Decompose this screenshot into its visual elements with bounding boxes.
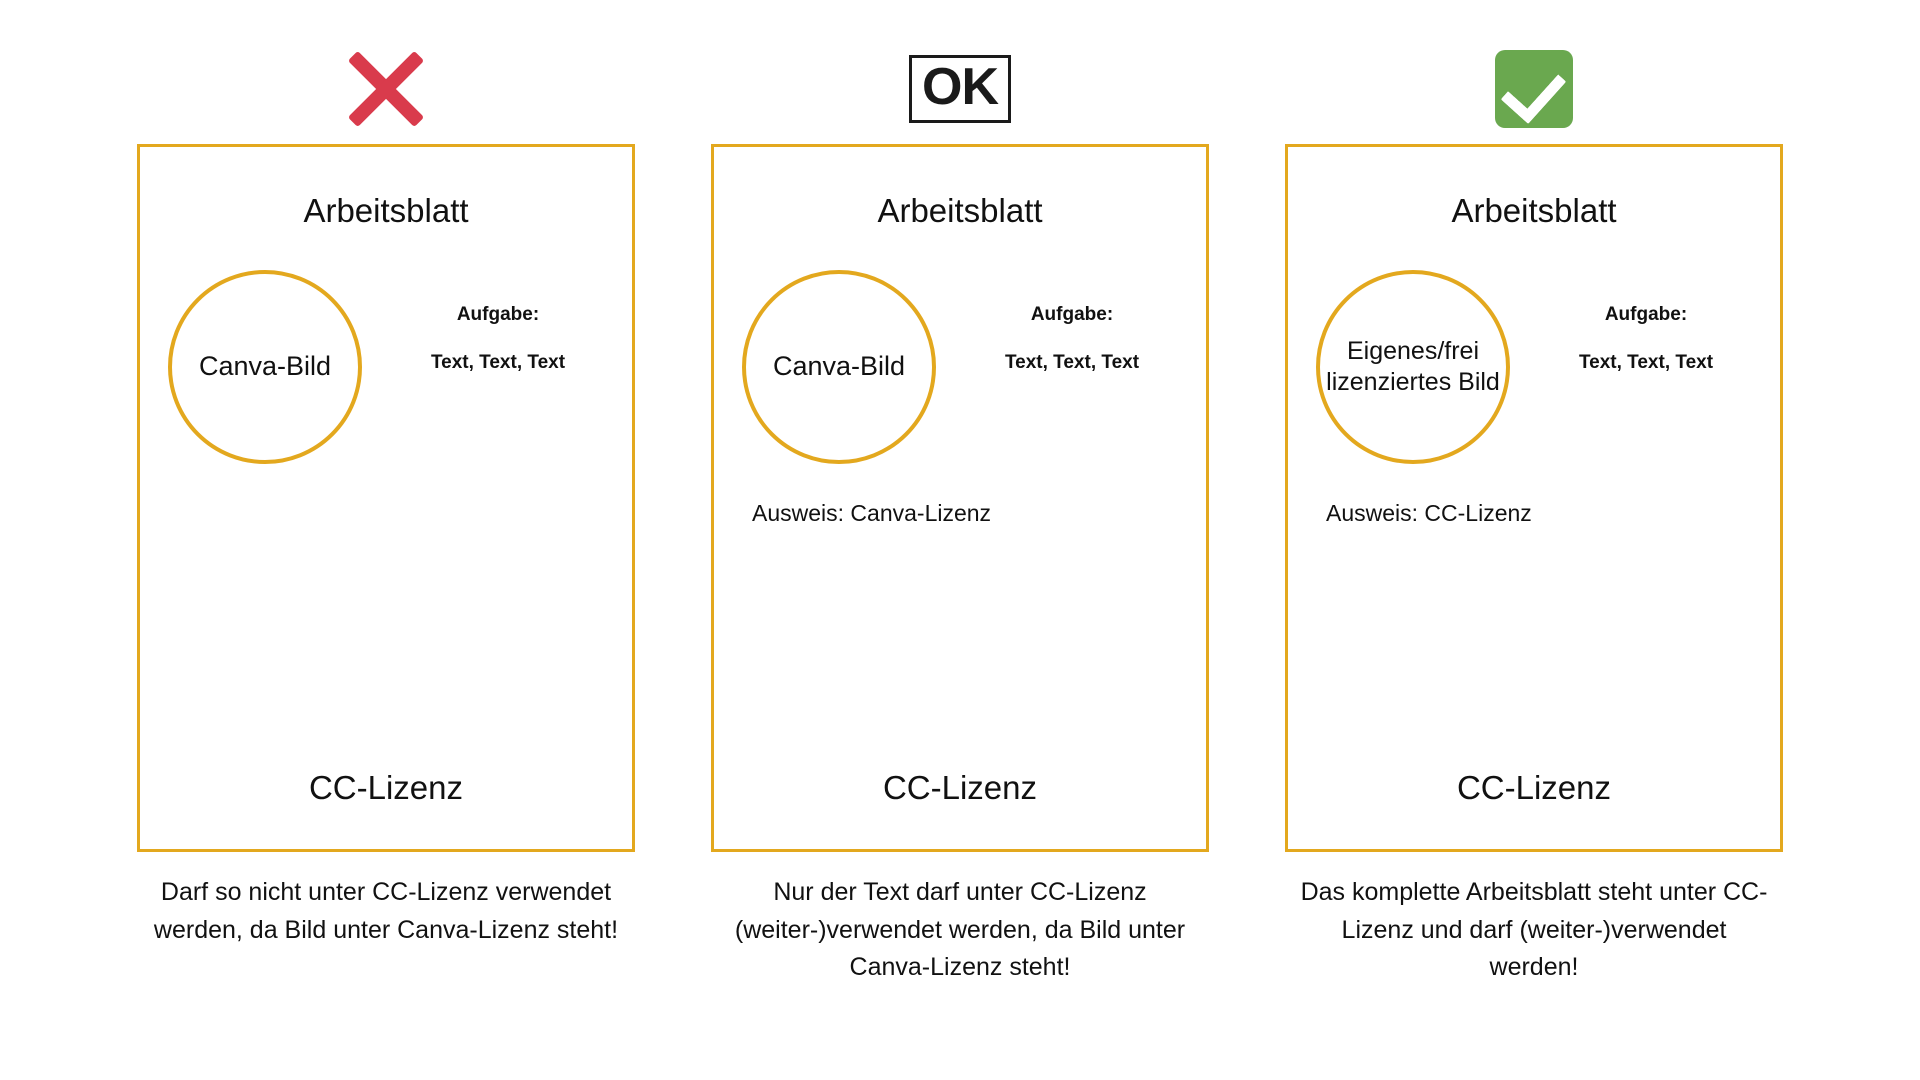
task-block xyxy=(962,304,1182,374)
column-not-allowed xyxy=(121,34,651,949)
caption-text: Nur der Text darf unter CC-Lizenz (weiter-)verwendet werden, da Bild unter Canva-Lizenz steht! xyxy=(734,878,1186,981)
task-heading: Aufgabe: xyxy=(1604,304,1688,325)
task-heading: Aufgabe: xyxy=(1030,304,1114,325)
page-title: Arbeitsblatt xyxy=(1451,192,1617,229)
caption-text: Darf so nicht unter CC-Lizenz verwendet werden, da Bild unter Canva-Lizenz steht! xyxy=(153,878,619,944)
worksheet-card xyxy=(137,144,635,852)
image-placeholder xyxy=(1316,270,1510,464)
ok-box-icon: OK xyxy=(909,55,1011,124)
license-footer: CC-Lizenz xyxy=(882,769,1038,806)
worksheet-body xyxy=(1288,260,1780,526)
column-fully-allowed xyxy=(1269,34,1799,987)
license-footer: CC-Lizenz xyxy=(1456,769,1612,806)
image-label: Canva-Bild xyxy=(198,351,332,382)
page-title: Arbeitsblatt xyxy=(303,192,469,229)
image-placeholder xyxy=(168,270,362,464)
license-footer: CC-Lizenz xyxy=(308,769,464,806)
status-area xyxy=(343,34,429,144)
check-icon xyxy=(1495,50,1573,128)
task-text: Text, Text, Text xyxy=(430,352,566,373)
license-note: Ausweis: Canva-Lizenz xyxy=(752,500,992,526)
worksheet-card xyxy=(1285,144,1783,852)
worksheet-body xyxy=(140,260,632,490)
page-title: Arbeitsblatt xyxy=(877,192,1043,229)
image-label: Canva-Bild xyxy=(772,351,906,382)
worksheet-body xyxy=(714,260,1206,526)
task-text: Text, Text, Text xyxy=(1578,352,1714,373)
image-label: Eigenes/frei lizenziertes Bild xyxy=(1326,336,1500,396)
column-partially-allowed xyxy=(695,34,1225,987)
status-area xyxy=(909,34,1011,144)
cross-icon xyxy=(343,46,429,132)
license-note: Ausweis: CC-Lizenz xyxy=(1326,500,1532,526)
image-placeholder xyxy=(742,270,936,464)
task-text: Text, Text, Text xyxy=(1004,352,1140,373)
status-area xyxy=(1495,34,1573,144)
task-heading: Aufgabe: xyxy=(456,304,540,325)
task-block xyxy=(1536,304,1756,374)
caption-text: Das komplette Arbeitsblatt steht unter CC-Lizenz und darf (weiter-)verwendet werden! xyxy=(1300,878,1768,981)
worksheet-card xyxy=(711,144,1209,852)
task-block xyxy=(388,304,608,374)
